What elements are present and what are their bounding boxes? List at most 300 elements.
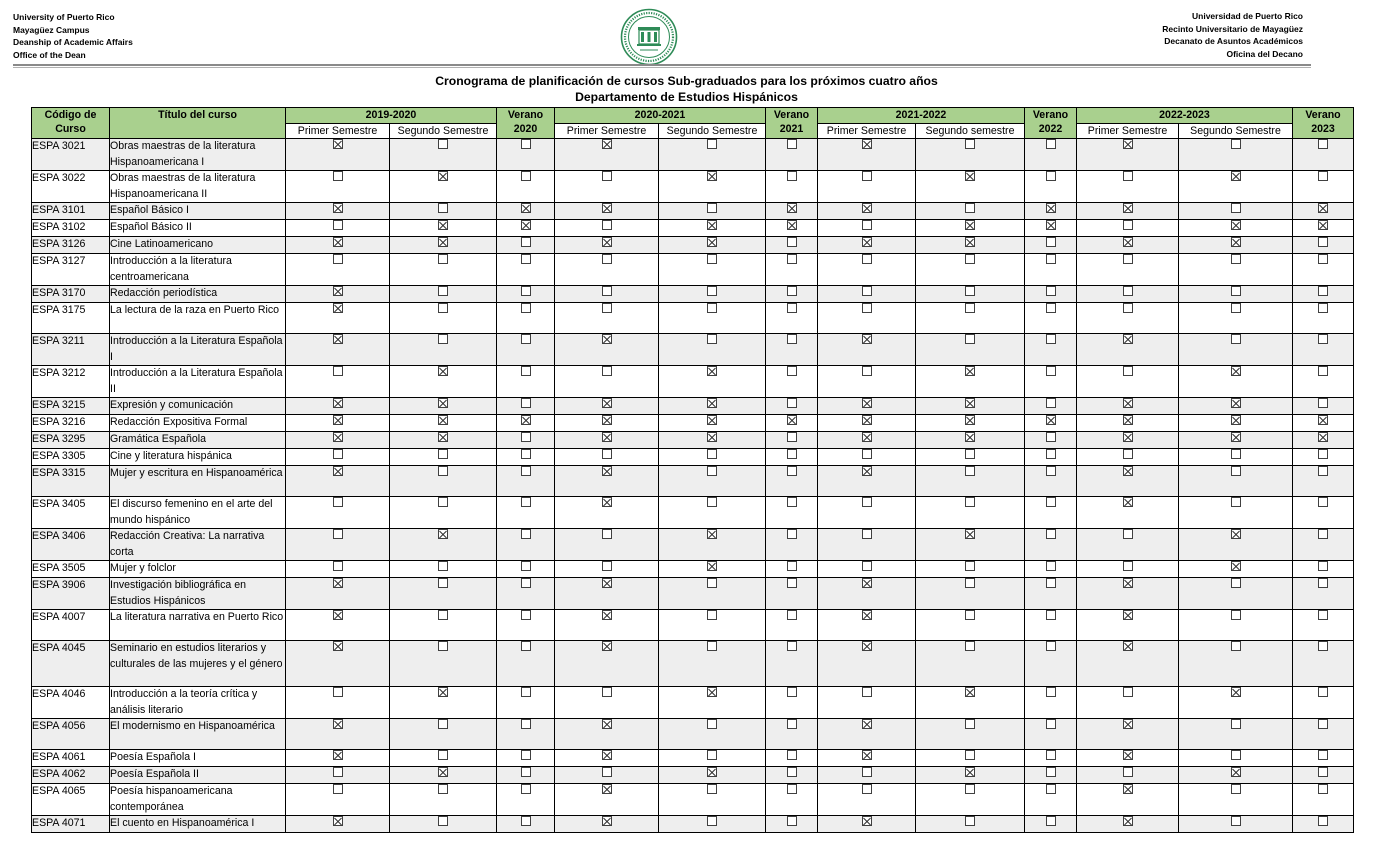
unchecked-checkbox[interactable]: [707, 784, 717, 794]
checked-checkbox[interactable]: [438, 767, 448, 777]
checked-checkbox[interactable]: [1231, 561, 1241, 571]
unchecked-checkbox[interactable]: [333, 497, 343, 507]
checked-checkbox[interactable]: [602, 610, 612, 620]
checked-checkbox[interactable]: [1123, 719, 1133, 729]
checked-checkbox[interactable]: [438, 171, 448, 181]
unchecked-checkbox[interactable]: [1123, 286, 1133, 296]
unchecked-checkbox[interactable]: [602, 254, 612, 264]
unchecked-checkbox[interactable]: [1046, 449, 1056, 459]
unchecked-checkbox[interactable]: [787, 561, 797, 571]
unchecked-checkbox[interactable]: [521, 303, 531, 313]
unchecked-checkbox[interactable]: [862, 220, 872, 230]
unchecked-checkbox[interactable]: [602, 286, 612, 296]
checked-checkbox[interactable]: [333, 750, 343, 760]
unchecked-checkbox[interactable]: [787, 750, 797, 760]
unchecked-checkbox[interactable]: [521, 719, 531, 729]
unchecked-checkbox[interactable]: [1318, 286, 1328, 296]
unchecked-checkbox[interactable]: [333, 366, 343, 376]
unchecked-checkbox[interactable]: [1231, 334, 1241, 344]
checked-checkbox[interactable]: [1123, 641, 1133, 651]
unchecked-checkbox[interactable]: [787, 784, 797, 794]
unchecked-checkbox[interactable]: [862, 687, 872, 697]
unchecked-checkbox[interactable]: [1046, 529, 1056, 539]
unchecked-checkbox[interactable]: [965, 303, 975, 313]
checked-checkbox[interactable]: [521, 220, 531, 230]
checked-checkbox[interactable]: [965, 171, 975, 181]
unchecked-checkbox[interactable]: [1231, 750, 1241, 760]
checked-checkbox[interactable]: [707, 171, 717, 181]
checked-checkbox[interactable]: [862, 641, 872, 651]
checked-checkbox[interactable]: [862, 415, 872, 425]
unchecked-checkbox[interactable]: [965, 641, 975, 651]
unchecked-checkbox[interactable]: [1046, 139, 1056, 149]
unchecked-checkbox[interactable]: [438, 641, 448, 651]
checked-checkbox[interactable]: [862, 610, 872, 620]
checked-checkbox[interactable]: [965, 415, 975, 425]
unchecked-checkbox[interactable]: [602, 561, 612, 571]
unchecked-checkbox[interactable]: [1123, 366, 1133, 376]
checked-checkbox[interactable]: [862, 398, 872, 408]
unchecked-checkbox[interactable]: [521, 641, 531, 651]
unchecked-checkbox[interactable]: [521, 578, 531, 588]
checked-checkbox[interactable]: [1046, 415, 1056, 425]
checked-checkbox[interactable]: [1231, 237, 1241, 247]
checked-checkbox[interactable]: [438, 220, 448, 230]
checked-checkbox[interactable]: [1123, 398, 1133, 408]
unchecked-checkbox[interactable]: [787, 610, 797, 620]
checked-checkbox[interactable]: [602, 816, 612, 826]
checked-checkbox[interactable]: [333, 334, 343, 344]
checked-checkbox[interactable]: [965, 687, 975, 697]
checked-checkbox[interactable]: [333, 466, 343, 476]
checked-checkbox[interactable]: [707, 237, 717, 247]
unchecked-checkbox[interactable]: [965, 750, 975, 760]
unchecked-checkbox[interactable]: [602, 171, 612, 181]
unchecked-checkbox[interactable]: [965, 466, 975, 476]
checked-checkbox[interactable]: [707, 687, 717, 697]
unchecked-checkbox[interactable]: [1046, 254, 1056, 264]
checked-checkbox[interactable]: [1123, 784, 1133, 794]
checked-checkbox[interactable]: [1231, 432, 1241, 442]
unchecked-checkbox[interactable]: [1123, 767, 1133, 777]
unchecked-checkbox[interactable]: [862, 286, 872, 296]
unchecked-checkbox[interactable]: [787, 398, 797, 408]
unchecked-checkbox[interactable]: [707, 254, 717, 264]
unchecked-checkbox[interactable]: [521, 687, 531, 697]
unchecked-checkbox[interactable]: [1046, 784, 1056, 794]
unchecked-checkbox[interactable]: [1046, 641, 1056, 651]
unchecked-checkbox[interactable]: [438, 203, 448, 213]
checked-checkbox[interactable]: [787, 220, 797, 230]
checked-checkbox[interactable]: [862, 750, 872, 760]
unchecked-checkbox[interactable]: [333, 784, 343, 794]
unchecked-checkbox[interactable]: [707, 816, 717, 826]
checked-checkbox[interactable]: [1123, 203, 1133, 213]
unchecked-checkbox[interactable]: [1318, 687, 1328, 697]
unchecked-checkbox[interactable]: [1231, 449, 1241, 459]
unchecked-checkbox[interactable]: [707, 139, 717, 149]
unchecked-checkbox[interactable]: [521, 398, 531, 408]
unchecked-checkbox[interactable]: [333, 449, 343, 459]
unchecked-checkbox[interactable]: [862, 254, 872, 264]
unchecked-checkbox[interactable]: [521, 784, 531, 794]
unchecked-checkbox[interactable]: [1231, 466, 1241, 476]
unchecked-checkbox[interactable]: [1123, 449, 1133, 459]
unchecked-checkbox[interactable]: [1123, 220, 1133, 230]
unchecked-checkbox[interactable]: [707, 203, 717, 213]
unchecked-checkbox[interactable]: [1318, 610, 1328, 620]
unchecked-checkbox[interactable]: [521, 529, 531, 539]
unchecked-checkbox[interactable]: [438, 497, 448, 507]
unchecked-checkbox[interactable]: [707, 610, 717, 620]
checked-checkbox[interactable]: [1123, 816, 1133, 826]
unchecked-checkbox[interactable]: [1123, 171, 1133, 181]
unchecked-checkbox[interactable]: [1046, 767, 1056, 777]
checked-checkbox[interactable]: [862, 466, 872, 476]
unchecked-checkbox[interactable]: [1046, 497, 1056, 507]
checked-checkbox[interactable]: [1318, 432, 1328, 442]
unchecked-checkbox[interactable]: [1046, 398, 1056, 408]
unchecked-checkbox[interactable]: [602, 767, 612, 777]
unchecked-checkbox[interactable]: [1318, 497, 1328, 507]
checked-checkbox[interactable]: [707, 529, 717, 539]
unchecked-checkbox[interactable]: [862, 561, 872, 571]
checked-checkbox[interactable]: [862, 237, 872, 247]
checked-checkbox[interactable]: [1123, 334, 1133, 344]
unchecked-checkbox[interactable]: [965, 254, 975, 264]
checked-checkbox[interactable]: [602, 719, 612, 729]
unchecked-checkbox[interactable]: [333, 171, 343, 181]
unchecked-checkbox[interactable]: [438, 784, 448, 794]
unchecked-checkbox[interactable]: [1318, 578, 1328, 588]
checked-checkbox[interactable]: [862, 432, 872, 442]
unchecked-checkbox[interactable]: [1046, 750, 1056, 760]
checked-checkbox[interactable]: [602, 415, 612, 425]
unchecked-checkbox[interactable]: [862, 171, 872, 181]
unchecked-checkbox[interactable]: [333, 767, 343, 777]
unchecked-checkbox[interactable]: [787, 237, 797, 247]
unchecked-checkbox[interactable]: [707, 334, 717, 344]
unchecked-checkbox[interactable]: [521, 254, 531, 264]
unchecked-checkbox[interactable]: [787, 719, 797, 729]
unchecked-checkbox[interactable]: [1318, 529, 1328, 539]
checked-checkbox[interactable]: [438, 529, 448, 539]
unchecked-checkbox[interactable]: [1046, 237, 1056, 247]
unchecked-checkbox[interactable]: [707, 303, 717, 313]
checked-checkbox[interactable]: [1046, 203, 1056, 213]
checked-checkbox[interactable]: [333, 139, 343, 149]
unchecked-checkbox[interactable]: [602, 303, 612, 313]
unchecked-checkbox[interactable]: [787, 366, 797, 376]
unchecked-checkbox[interactable]: [1318, 767, 1328, 777]
unchecked-checkbox[interactable]: [1046, 171, 1056, 181]
unchecked-checkbox[interactable]: [1231, 203, 1241, 213]
checked-checkbox[interactable]: [333, 816, 343, 826]
checked-checkbox[interactable]: [707, 398, 717, 408]
checked-checkbox[interactable]: [602, 139, 612, 149]
unchecked-checkbox[interactable]: [787, 449, 797, 459]
unchecked-checkbox[interactable]: [521, 750, 531, 760]
unchecked-checkbox[interactable]: [438, 139, 448, 149]
unchecked-checkbox[interactable]: [1231, 641, 1241, 651]
checked-checkbox[interactable]: [438, 237, 448, 247]
checked-checkbox[interactable]: [333, 286, 343, 296]
unchecked-checkbox[interactable]: [333, 529, 343, 539]
unchecked-checkbox[interactable]: [1123, 561, 1133, 571]
unchecked-checkbox[interactable]: [1046, 610, 1056, 620]
checked-checkbox[interactable]: [333, 641, 343, 651]
checked-checkbox[interactable]: [1231, 415, 1241, 425]
checked-checkbox[interactable]: [965, 366, 975, 376]
unchecked-checkbox[interactable]: [521, 139, 531, 149]
unchecked-checkbox[interactable]: [1046, 578, 1056, 588]
checked-checkbox[interactable]: [438, 687, 448, 697]
unchecked-checkbox[interactable]: [707, 719, 717, 729]
unchecked-checkbox[interactable]: [787, 641, 797, 651]
unchecked-checkbox[interactable]: [1318, 366, 1328, 376]
checked-checkbox[interactable]: [862, 334, 872, 344]
unchecked-checkbox[interactable]: [787, 139, 797, 149]
unchecked-checkbox[interactable]: [1046, 286, 1056, 296]
checked-checkbox[interactable]: [333, 303, 343, 313]
checked-checkbox[interactable]: [965, 220, 975, 230]
unchecked-checkbox[interactable]: [965, 816, 975, 826]
unchecked-checkbox[interactable]: [862, 303, 872, 313]
unchecked-checkbox[interactable]: [1318, 641, 1328, 651]
unchecked-checkbox[interactable]: [438, 286, 448, 296]
unchecked-checkbox[interactable]: [521, 334, 531, 344]
checked-checkbox[interactable]: [707, 432, 717, 442]
checked-checkbox[interactable]: [862, 578, 872, 588]
checked-checkbox[interactable]: [438, 432, 448, 442]
checked-checkbox[interactable]: [787, 203, 797, 213]
unchecked-checkbox[interactable]: [438, 750, 448, 760]
unchecked-checkbox[interactable]: [438, 561, 448, 571]
unchecked-checkbox[interactable]: [707, 750, 717, 760]
unchecked-checkbox[interactable]: [1046, 303, 1056, 313]
checked-checkbox[interactable]: [438, 398, 448, 408]
unchecked-checkbox[interactable]: [521, 366, 531, 376]
unchecked-checkbox[interactable]: [521, 432, 531, 442]
unchecked-checkbox[interactable]: [521, 449, 531, 459]
unchecked-checkbox[interactable]: [521, 286, 531, 296]
unchecked-checkbox[interactable]: [1231, 139, 1241, 149]
checked-checkbox[interactable]: [862, 719, 872, 729]
checked-checkbox[interactable]: [602, 203, 612, 213]
unchecked-checkbox[interactable]: [862, 366, 872, 376]
checked-checkbox[interactable]: [1123, 610, 1133, 620]
unchecked-checkbox[interactable]: [1318, 254, 1328, 264]
unchecked-checkbox[interactable]: [1318, 719, 1328, 729]
unchecked-checkbox[interactable]: [438, 334, 448, 344]
unchecked-checkbox[interactable]: [602, 529, 612, 539]
checked-checkbox[interactable]: [602, 641, 612, 651]
unchecked-checkbox[interactable]: [1046, 334, 1056, 344]
checked-checkbox[interactable]: [602, 750, 612, 760]
unchecked-checkbox[interactable]: [1231, 610, 1241, 620]
checked-checkbox[interactable]: [1231, 398, 1241, 408]
checked-checkbox[interactable]: [707, 415, 717, 425]
unchecked-checkbox[interactable]: [862, 529, 872, 539]
unchecked-checkbox[interactable]: [787, 529, 797, 539]
checked-checkbox[interactable]: [333, 578, 343, 588]
checked-checkbox[interactable]: [1123, 497, 1133, 507]
unchecked-checkbox[interactable]: [1123, 254, 1133, 264]
unchecked-checkbox[interactable]: [1231, 497, 1241, 507]
unchecked-checkbox[interactable]: [1318, 398, 1328, 408]
checked-checkbox[interactable]: [1318, 415, 1328, 425]
unchecked-checkbox[interactable]: [1231, 719, 1241, 729]
checked-checkbox[interactable]: [1123, 750, 1133, 760]
checked-checkbox[interactable]: [438, 415, 448, 425]
unchecked-checkbox[interactable]: [438, 449, 448, 459]
unchecked-checkbox[interactable]: [787, 432, 797, 442]
unchecked-checkbox[interactable]: [438, 466, 448, 476]
unchecked-checkbox[interactable]: [1231, 254, 1241, 264]
checked-checkbox[interactable]: [965, 432, 975, 442]
unchecked-checkbox[interactable]: [862, 767, 872, 777]
unchecked-checkbox[interactable]: [1318, 816, 1328, 826]
checked-checkbox[interactable]: [1231, 220, 1241, 230]
unchecked-checkbox[interactable]: [1318, 237, 1328, 247]
unchecked-checkbox[interactable]: [602, 687, 612, 697]
unchecked-checkbox[interactable]: [1046, 561, 1056, 571]
checked-checkbox[interactable]: [965, 398, 975, 408]
unchecked-checkbox[interactable]: [602, 220, 612, 230]
unchecked-checkbox[interactable]: [438, 578, 448, 588]
checked-checkbox[interactable]: [602, 398, 612, 408]
unchecked-checkbox[interactable]: [1046, 432, 1056, 442]
unchecked-checkbox[interactable]: [1231, 303, 1241, 313]
checked-checkbox[interactable]: [1318, 203, 1328, 213]
unchecked-checkbox[interactable]: [438, 254, 448, 264]
checked-checkbox[interactable]: [707, 767, 717, 777]
unchecked-checkbox[interactable]: [965, 203, 975, 213]
unchecked-checkbox[interactable]: [521, 497, 531, 507]
unchecked-checkbox[interactable]: [602, 366, 612, 376]
unchecked-checkbox[interactable]: [438, 303, 448, 313]
checked-checkbox[interactable]: [707, 366, 717, 376]
unchecked-checkbox[interactable]: [521, 237, 531, 247]
checked-checkbox[interactable]: [602, 432, 612, 442]
unchecked-checkbox[interactable]: [787, 578, 797, 588]
unchecked-checkbox[interactable]: [965, 784, 975, 794]
unchecked-checkbox[interactable]: [787, 816, 797, 826]
unchecked-checkbox[interactable]: [965, 497, 975, 507]
unchecked-checkbox[interactable]: [1318, 171, 1328, 181]
checked-checkbox[interactable]: [602, 784, 612, 794]
checked-checkbox[interactable]: [333, 415, 343, 425]
unchecked-checkbox[interactable]: [862, 784, 872, 794]
unchecked-checkbox[interactable]: [1046, 816, 1056, 826]
checked-checkbox[interactable]: [333, 610, 343, 620]
checked-checkbox[interactable]: [1231, 529, 1241, 539]
checked-checkbox[interactable]: [1046, 220, 1056, 230]
unchecked-checkbox[interactable]: [438, 719, 448, 729]
unchecked-checkbox[interactable]: [1318, 561, 1328, 571]
unchecked-checkbox[interactable]: [333, 561, 343, 571]
unchecked-checkbox[interactable]: [965, 286, 975, 296]
checked-checkbox[interactable]: [521, 203, 531, 213]
unchecked-checkbox[interactable]: [1123, 687, 1133, 697]
unchecked-checkbox[interactable]: [787, 497, 797, 507]
unchecked-checkbox[interactable]: [521, 767, 531, 777]
checked-checkbox[interactable]: [787, 415, 797, 425]
unchecked-checkbox[interactable]: [333, 254, 343, 264]
unchecked-checkbox[interactable]: [1318, 449, 1328, 459]
checked-checkbox[interactable]: [1231, 171, 1241, 181]
unchecked-checkbox[interactable]: [787, 171, 797, 181]
checked-checkbox[interactable]: [602, 334, 612, 344]
checked-checkbox[interactable]: [1318, 220, 1328, 230]
checked-checkbox[interactable]: [965, 237, 975, 247]
unchecked-checkbox[interactable]: [1046, 687, 1056, 697]
unchecked-checkbox[interactable]: [787, 466, 797, 476]
unchecked-checkbox[interactable]: [965, 578, 975, 588]
unchecked-checkbox[interactable]: [787, 334, 797, 344]
unchecked-checkbox[interactable]: [862, 449, 872, 459]
unchecked-checkbox[interactable]: [1318, 466, 1328, 476]
unchecked-checkbox[interactable]: [1231, 816, 1241, 826]
unchecked-checkbox[interactable]: [787, 286, 797, 296]
unchecked-checkbox[interactable]: [707, 449, 717, 459]
checked-checkbox[interactable]: [333, 398, 343, 408]
unchecked-checkbox[interactable]: [965, 561, 975, 571]
unchecked-checkbox[interactable]: [787, 767, 797, 777]
checked-checkbox[interactable]: [862, 816, 872, 826]
unchecked-checkbox[interactable]: [965, 334, 975, 344]
unchecked-checkbox[interactable]: [602, 449, 612, 459]
unchecked-checkbox[interactable]: [965, 610, 975, 620]
checked-checkbox[interactable]: [862, 139, 872, 149]
unchecked-checkbox[interactable]: [1123, 529, 1133, 539]
checked-checkbox[interactable]: [602, 237, 612, 247]
checked-checkbox[interactable]: [1123, 578, 1133, 588]
unchecked-checkbox[interactable]: [1318, 334, 1328, 344]
unchecked-checkbox[interactable]: [1046, 719, 1056, 729]
checked-checkbox[interactable]: [1231, 687, 1241, 697]
unchecked-checkbox[interactable]: [521, 171, 531, 181]
unchecked-checkbox[interactable]: [1123, 303, 1133, 313]
unchecked-checkbox[interactable]: [1231, 784, 1241, 794]
checked-checkbox[interactable]: [602, 578, 612, 588]
checked-checkbox[interactable]: [333, 432, 343, 442]
unchecked-checkbox[interactable]: [521, 816, 531, 826]
unchecked-checkbox[interactable]: [1318, 784, 1328, 794]
unchecked-checkbox[interactable]: [1318, 750, 1328, 760]
unchecked-checkbox[interactable]: [438, 610, 448, 620]
checked-checkbox[interactable]: [1123, 139, 1133, 149]
unchecked-checkbox[interactable]: [787, 254, 797, 264]
checked-checkbox[interactable]: [862, 203, 872, 213]
unchecked-checkbox[interactable]: [1231, 286, 1241, 296]
unchecked-checkbox[interactable]: [707, 497, 717, 507]
checked-checkbox[interactable]: [1123, 237, 1133, 247]
unchecked-checkbox[interactable]: [707, 578, 717, 588]
unchecked-checkbox[interactable]: [521, 466, 531, 476]
checked-checkbox[interactable]: [438, 366, 448, 376]
checked-checkbox[interactable]: [1123, 466, 1133, 476]
unchecked-checkbox[interactable]: [1046, 466, 1056, 476]
unchecked-checkbox[interactable]: [438, 816, 448, 826]
unchecked-checkbox[interactable]: [965, 449, 975, 459]
unchecked-checkbox[interactable]: [787, 303, 797, 313]
checked-checkbox[interactable]: [521, 415, 531, 425]
unchecked-checkbox[interactable]: [707, 286, 717, 296]
checked-checkbox[interactable]: [333, 203, 343, 213]
unchecked-checkbox[interactable]: [1231, 578, 1241, 588]
unchecked-checkbox[interactable]: [707, 641, 717, 651]
